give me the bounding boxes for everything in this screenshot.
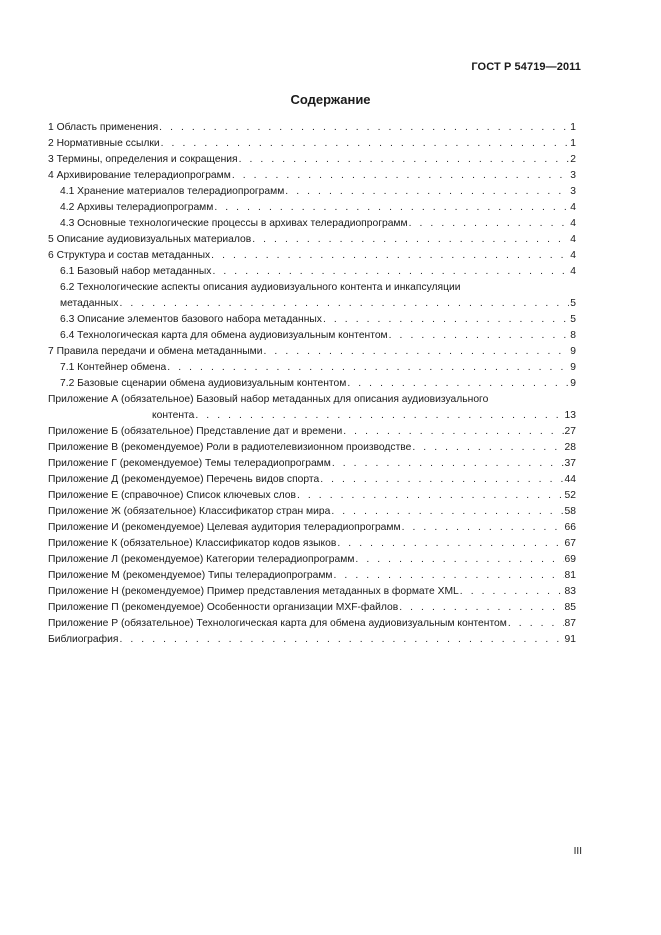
dot-leader bbox=[195, 409, 563, 423]
toc-entry-label: Приложение И (рекомендуемое) Целевая аудитория телерадиопрограмм bbox=[48, 522, 401, 533]
toc-entry-label: 4.3 Основные технологические процессы в архивах телерадиопрограмм bbox=[60, 218, 408, 229]
dot-leader bbox=[212, 265, 569, 279]
toc-page-number: 27 bbox=[564, 426, 576, 437]
toc-entry bbox=[48, 551, 576, 567]
dot-leader bbox=[297, 489, 564, 503]
page-title: Содержание bbox=[290, 92, 371, 107]
toc-entry bbox=[48, 535, 576, 551]
dot-leader bbox=[119, 297, 569, 311]
toc-subentry bbox=[48, 215, 576, 231]
toc-entry-label: 6 Структура и состав метаданных bbox=[48, 250, 211, 261]
toc-entry-label: Приложение Д (рекомендуемое) Перечень видов спорта bbox=[48, 474, 320, 485]
dot-leader bbox=[343, 425, 563, 439]
toc-entry-label: Приложение В (рекомендуемое) Роли в радиотелевизионном производстве bbox=[48, 442, 412, 453]
toc-entry bbox=[48, 567, 576, 583]
toc-entry bbox=[48, 583, 576, 599]
toc-entry-label: Приложение Р (обязательное) Технологическая карта для обмена аудиовизуальным контентом bbox=[48, 618, 507, 629]
dot-leader bbox=[320, 473, 563, 487]
toc-entry bbox=[48, 119, 576, 135]
dot-leader bbox=[347, 377, 569, 391]
toc-entry-label: 7.1 Контейнер обмена bbox=[60, 362, 167, 373]
dot-leader bbox=[402, 521, 564, 535]
dot-leader bbox=[389, 329, 570, 343]
toc-entry-label: 7.2 Базовые сценарии обмена аудиовизуальным контентом bbox=[60, 378, 347, 389]
toc-entry bbox=[48, 135, 576, 151]
toc-page-number: 4 bbox=[570, 218, 576, 229]
toc-page-number: 8 bbox=[570, 330, 576, 341]
toc-subentry bbox=[48, 183, 576, 199]
toc-page-number: 87 bbox=[564, 618, 576, 629]
dot-leader bbox=[232, 169, 569, 183]
toc-page-number: 9 bbox=[570, 346, 576, 357]
toc-page-number: 5 bbox=[570, 298, 576, 309]
toc-page-number: 52 bbox=[564, 490, 576, 501]
toc-page-number: 1 bbox=[570, 122, 576, 133]
toc-entry bbox=[48, 167, 576, 183]
toc-page-number: 4 bbox=[570, 250, 576, 261]
toc-entry-label: 6.3 Описание элементов базового набора метаданных bbox=[60, 314, 322, 325]
toc-entry bbox=[48, 231, 576, 247]
dot-leader bbox=[332, 457, 564, 471]
toc-page-number: 4 bbox=[570, 202, 576, 213]
toc-entry-label-continued: контента bbox=[152, 410, 195, 421]
page-number: III bbox=[573, 846, 582, 857]
toc-entry-label: Приложение Л (рекомендуемое) Категории телерадиопрограмм bbox=[48, 554, 355, 565]
toc-page-number: 3 bbox=[570, 170, 576, 181]
toc-subentry bbox=[48, 375, 576, 391]
toc-entry bbox=[48, 343, 576, 359]
table-of-contents bbox=[48, 119, 576, 647]
toc-entry-label: 6.1 Базовый набор метаданных bbox=[60, 266, 212, 277]
dot-leader bbox=[412, 441, 563, 455]
dot-leader bbox=[460, 585, 564, 599]
dot-leader bbox=[159, 121, 569, 135]
toc-entry bbox=[48, 247, 576, 263]
toc-entry-label: 3 Термины, определения и сокращения bbox=[48, 154, 238, 165]
toc-page-number: 9 bbox=[570, 362, 576, 373]
dot-leader bbox=[399, 601, 563, 615]
toc-page-number: 9 bbox=[570, 378, 576, 389]
toc-subentry bbox=[48, 279, 576, 311]
dot-leader bbox=[508, 617, 564, 631]
toc-entry bbox=[48, 151, 576, 167]
toc-entry-label: 6.4 Технологическая карта для обмена аудиовизуальным контентом bbox=[60, 330, 388, 341]
toc-entry-label: 4 Архивирование телерадиопрограмм bbox=[48, 170, 231, 181]
toc-page-number: 44 bbox=[564, 474, 576, 485]
toc-entry-label-continued: метаданных bbox=[60, 298, 119, 309]
toc-entry bbox=[48, 455, 576, 471]
toc-page-number: 5 bbox=[570, 314, 576, 325]
toc-page-number: 3 bbox=[570, 186, 576, 197]
toc-page-number: 1 bbox=[570, 138, 576, 149]
toc-entry-label: Библиография bbox=[48, 634, 119, 645]
toc-page-number: 37 bbox=[564, 458, 576, 469]
toc-page-number: 2 bbox=[570, 154, 576, 165]
toc-page-number: 91 bbox=[564, 634, 576, 645]
toc-entry-label: 7 Правила передачи и обмена метаданными bbox=[48, 346, 263, 357]
toc-entry-label: Приложение П (рекомендуемое) Особенности организации MXF-файлов bbox=[48, 602, 399, 613]
toc-entry-label: Приложение М (рекомендуемое) Типы телерадиопрограмм bbox=[48, 570, 333, 581]
toc-page-number: 13 bbox=[564, 410, 576, 421]
toc-entry-label: Приложение Г (рекомендуемое) Темы телерадиопрограмм bbox=[48, 458, 331, 469]
toc-entry bbox=[48, 391, 576, 423]
toc-subentry bbox=[48, 199, 576, 215]
toc-entry-label: Приложение Б (обязательное) Представление дат и времени bbox=[48, 426, 343, 437]
toc-page-number: 4 bbox=[570, 234, 576, 245]
toc-entry bbox=[48, 439, 576, 455]
toc-entry bbox=[48, 503, 576, 519]
document-code: ГОСТ Р 54719—2011 bbox=[471, 61, 581, 73]
toc-page-number: 66 bbox=[564, 522, 576, 533]
dot-leader bbox=[264, 345, 570, 359]
dot-leader bbox=[331, 505, 563, 519]
toc-entry-label: 6.2 Технологические аспекты описания аудиовизуального контента и инкапсуляции bbox=[60, 282, 461, 293]
toc-subentry bbox=[48, 359, 576, 375]
toc-entry-label: Приложение Е (справочное) Список ключевых слов bbox=[48, 490, 296, 501]
toc-entry bbox=[48, 631, 576, 647]
toc-entry bbox=[48, 615, 576, 631]
toc-entry-label: Приложение К (обязательное) Классификатор кодов языков bbox=[48, 538, 337, 549]
toc-entry-label: 5 Описание аудиовизуальных материалов bbox=[48, 234, 252, 245]
dot-leader bbox=[161, 137, 570, 151]
dot-leader bbox=[334, 569, 564, 583]
dot-leader bbox=[239, 153, 570, 167]
dot-leader bbox=[214, 201, 569, 215]
toc-page-number: 69 bbox=[564, 554, 576, 565]
toc-page-number: 58 bbox=[564, 506, 576, 517]
toc-page-number: 85 bbox=[564, 602, 576, 613]
toc-entry-label: 2 Нормативные ссылки bbox=[48, 138, 160, 149]
toc-entry-label: Приложение Ж (обязательное) Классификатор стран мира bbox=[48, 506, 331, 517]
toc-page-number: 81 bbox=[564, 570, 576, 581]
toc-page-number: 67 bbox=[564, 538, 576, 549]
toc-entry bbox=[48, 519, 576, 535]
toc-subentry bbox=[48, 327, 576, 343]
toc-entry-label: 4.2 Архивы телерадиопрограмм bbox=[60, 202, 214, 213]
toc-subentry bbox=[48, 311, 576, 327]
dot-leader bbox=[355, 553, 563, 567]
toc-entry bbox=[48, 599, 576, 615]
toc-page-number: 28 bbox=[564, 442, 576, 453]
toc-entry bbox=[48, 487, 576, 503]
toc-entry-label: Приложение Н (рекомендуемое) Пример представления метаданных в формате XML bbox=[48, 586, 459, 597]
toc-page-number: 4 bbox=[570, 266, 576, 277]
dot-leader bbox=[409, 217, 570, 231]
toc-entry bbox=[48, 471, 576, 487]
dot-leader bbox=[119, 633, 563, 647]
toc-entry-label: Приложение А (обязательное) Базовый набор метаданных для описания аудиовизуального bbox=[48, 394, 489, 405]
toc-subentry bbox=[48, 263, 576, 279]
dot-leader bbox=[211, 249, 569, 263]
toc-entry-label: 1 Область применения bbox=[48, 122, 159, 133]
toc-entry bbox=[48, 423, 576, 439]
dot-leader bbox=[285, 185, 569, 199]
dot-leader bbox=[323, 313, 569, 327]
dot-leader bbox=[337, 537, 563, 551]
dot-leader bbox=[167, 361, 569, 375]
dot-leader bbox=[252, 233, 569, 247]
toc-page-number: 83 bbox=[564, 586, 576, 597]
toc-entry-label: 4.1 Хранение материалов телерадиопрограмм bbox=[60, 186, 285, 197]
